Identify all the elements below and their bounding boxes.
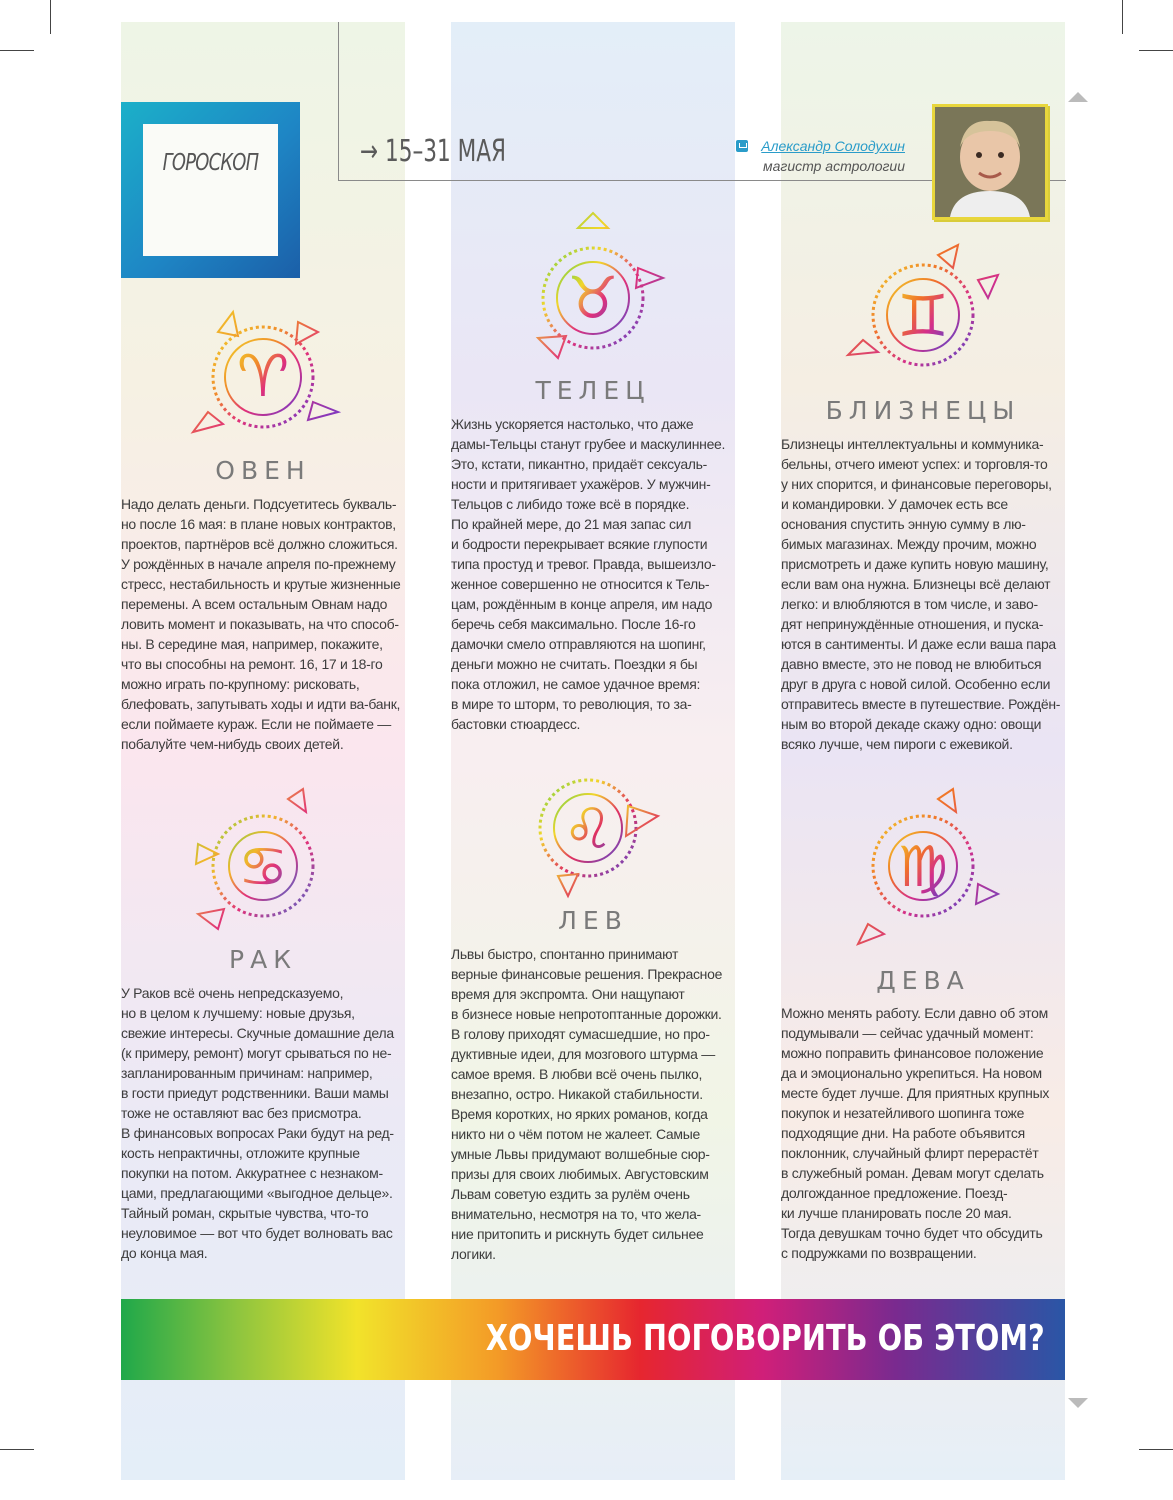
crop-mark xyxy=(1122,0,1123,34)
crop-mark xyxy=(1139,50,1173,51)
leo-illustration xyxy=(508,746,678,916)
sign-text-virgo: Можно менять работу. Если давно об этом подумывали — сейчас удачный момент: можно поправить финансовое положение да и эмоционально укрепиться. На новом месте будет лучше. Для приятных крупных покупок и незатейливого шопинга тоже подходящие дни. На работе объявится поклонник, случайный флирт перерастёт в служебный роман. Девам могут сделать долгожданное предложение. Поезд- ки лучше планировать после 20 мая. Тогда девушкам точно будет что обсудить с подружками по возвращении. xyxy=(781,1005,1050,1261)
aries-icon: ♈ xyxy=(237,342,289,410)
sign-text-leo: Львы быстро, спонтанно принимают верные финансовые решения. Прекрасное время для экспромта. Они нащупают в бизнесе новые непротоптанные дорожки. В голову приходят сумасшедшие, но про- дуктивные идеи, для мозгового штурма — самое время. В любви всё очень пылко, внезапно, остро. Никакой стабильности. Время коротких, но ярких романов, когда никто ни о чём потом не жалеет. Самые умные Львы придумают волшебные сюр- призы для своих любимых. Августовским Львам советую ездить за рулём очень внимательно, несмотря на то, что жела- ние притопить и рискнуть будет сильнее логики. xyxy=(451,946,723,1262)
crop-mark xyxy=(1139,1449,1173,1450)
virgo-icon: ♍ xyxy=(897,835,949,900)
mail-icon[interactable] xyxy=(736,140,748,152)
triangle-decoration xyxy=(1068,92,1088,102)
cancer-icon: ♋ xyxy=(237,835,289,900)
banner-headline: ХОЧЕШЬ ПОГОВОРИТЬ ОБ ЭТОМ? xyxy=(486,1318,1045,1359)
crop-mark xyxy=(0,1449,34,1450)
sign-title-gemini: БЛИЗНЕЦЫ xyxy=(825,396,1021,425)
author-photo xyxy=(932,104,1048,220)
taurus-icon: ♉ xyxy=(567,264,619,332)
triangle-decoration xyxy=(1068,1398,1088,1408)
sign-title-taurus: ТЕЛЕЦ xyxy=(535,376,651,405)
author-name[interactable]: Александр Солодухин xyxy=(761,138,905,154)
taurus-illustration xyxy=(508,208,678,378)
sign-title-virgo: ДЕВА xyxy=(876,966,970,995)
crop-mark xyxy=(0,50,34,51)
crop-mark xyxy=(50,0,51,34)
sign-text-cancer: У Раков всё очень непредсказуемо, но в целом к лучшему: новые друзья, свежие интересы. Скучные домашние дела (к примеру, ремонт) могут срываться по не- запланированным причинам: например, в гости приедут родственники. Ваши мамы тоже не оставляют вас без присмотра. В финансовых вопросах Раки будут на ред- кость непрактичны, отложите крупные покупки на потом. Аккуратнее с незнаком- цами, предлагающими «выгодное дельце». Тайный роман, скрытые чувства, что-то неуловимое — вот что будет волновать вас до конца мая. xyxy=(121,985,394,1261)
sign-text-gemini: Близнецы интеллектуальны и коммуника- бельны, отчего имеют успех: и торговля-то у них спорится, и финансовые переговоры, и командировки. У дамочек есть все основания спустить энную сумму в лю- бимых магазинах. Между прочим, можно присмотреть и даже купить новую машину, если вам она нужна. Близнецы всё делают легко: и влюбляются в том числе, и заво- дят непринуждённые отношения, и пуска- ются в сантименты. И даже если ваша пара давно вместе, это не повод не влюбиться друг в друга с новой силой. Особенно если отправитесь вместе в путешествие. Рождён- ным во второй декаде скажу одно: овощи всяко лучше, чем пироги с ежевикой. xyxy=(781,436,1061,752)
header-rule xyxy=(338,22,339,180)
section-title: ГОРОСКОП xyxy=(162,150,259,176)
section-logo xyxy=(121,102,300,278)
leo-icon: ♌ xyxy=(562,797,614,862)
issue-dates: → 15–31 МАЯ xyxy=(360,134,507,169)
cancer-illustration xyxy=(178,784,348,954)
rainbow-banner xyxy=(121,1299,1065,1380)
gemini-icon: ♊ xyxy=(897,282,949,350)
sign-text-taurus: Жизнь ускоряется настолько, что даже дамы-Тельцы станут грубее и маскулиннее. Это, кстати, пикантно, придаёт сексуаль- ности и притягивает ухажёров. У мужчин- Тельцов с либидо тоже всё в порядке. По крайней мере, до 21 мая запас сил и бодрости перекрывает всякие глупости типа простуд и тревог. Правда, вышеизло- женное совершенно не относится к Тель- цам, рождённым в конце апреля, им надо беречь себя максимально. После 16-го дамочки смело отправляются на шопинг, деньги можно не считать. Поездки я бы пока отложил, не самое удачное время: в мире то шторм, то революция, то за- бастовки стюардесс. xyxy=(451,416,726,732)
virgo-illustration xyxy=(838,784,1008,954)
sign-title-cancer: РАК xyxy=(229,945,297,974)
sign-title-aries: ОВЕН xyxy=(215,456,311,485)
section-logo-inner xyxy=(143,124,278,256)
aries-illustration xyxy=(178,292,348,462)
author-block xyxy=(761,136,905,176)
sign-text-aries: Надо делать деньги. Подсуетитесь букваль- но после 16 мая: в плане новых контрактов, проектов, партнёров всё должно сложиться. У рождённых в начале апреля по-прежнему стресс, нестабильность и крутые жизненные перемены. А всем остальным Овнам надо ловить момент и показывать, на что способ- ны. В середине мая, например, покажите, что вы способны на ремонт. 16, 17 и 18-го можно играть по-крупному: рисковать, блефовать, запутывать ходы и идти ва-банк, если поймаете кураж. Если не поймаете — побалуйте чем-нибудь своих детей. xyxy=(121,496,401,752)
gemini-illustration xyxy=(838,230,1008,400)
sign-title-leo: ЛЕВ xyxy=(558,906,628,935)
author-role: магистр астрологии xyxy=(763,158,905,174)
